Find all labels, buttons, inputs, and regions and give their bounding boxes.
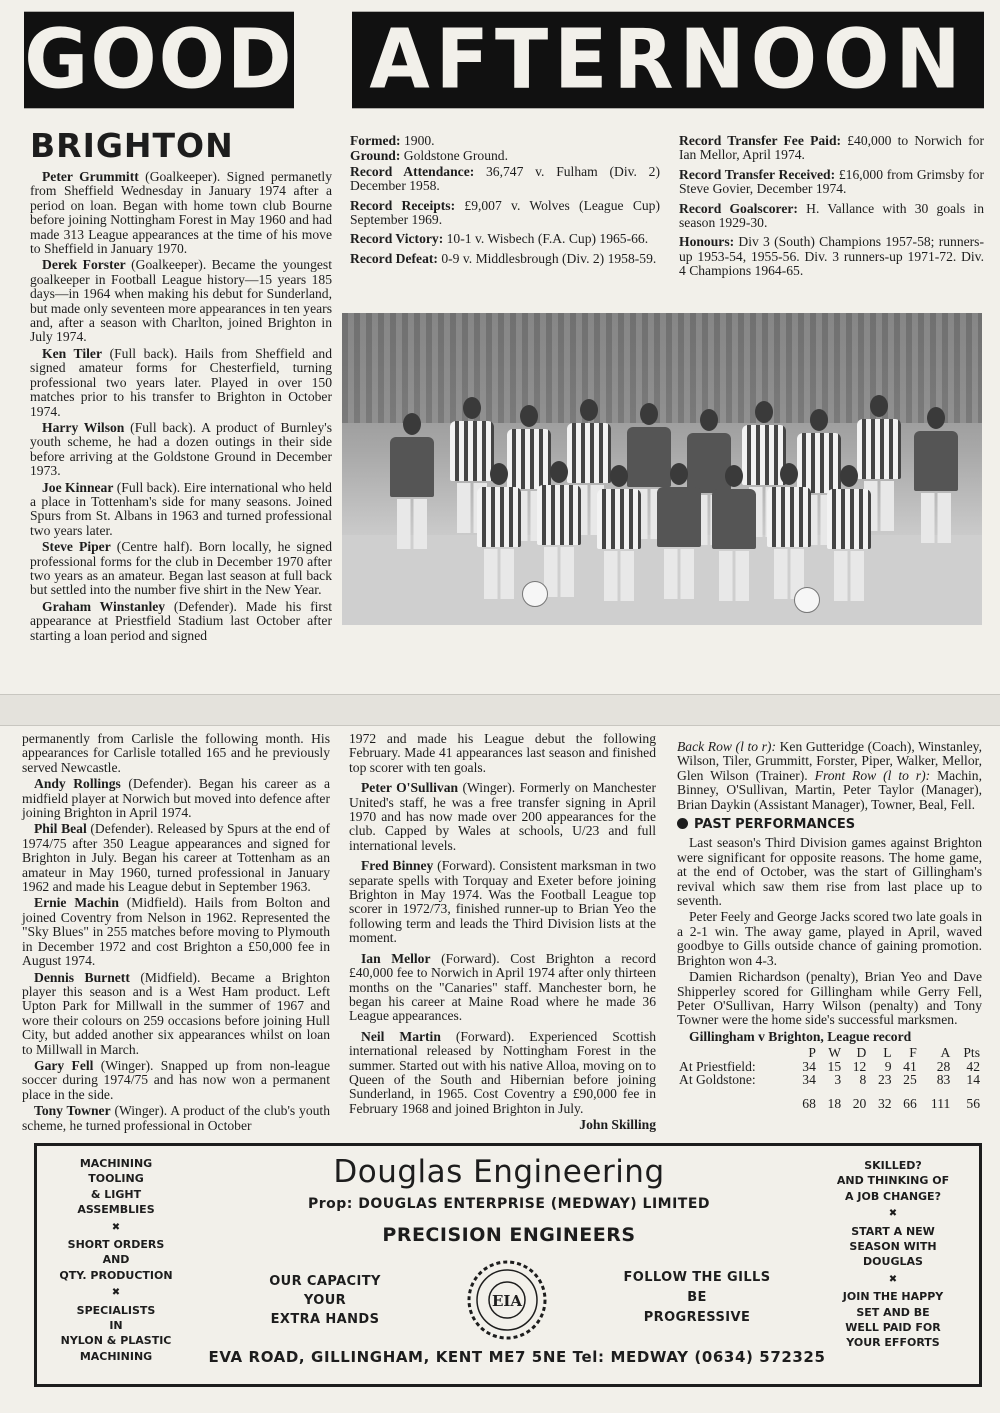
advert-line: SET AND BE xyxy=(856,1305,930,1319)
advert-tagline: PRECISION ENGINEERS xyxy=(382,1224,636,1246)
record-value: £16,000 from Grimsby for Steve Govier, December 1974. xyxy=(679,166,984,197)
advert-line: ASSEMBLIES xyxy=(77,1203,155,1217)
table-cell: 3 xyxy=(834,1072,842,1088)
player-text: (Defender). Released by Spurs at the end of 1974/75 after 350 League appearances and signed for Brighton in July. Began his career at Tottenham as an amateur in May 1960, turned professional in January 1962 and made his League debut in September 1963. xyxy=(22,821,330,895)
player-text: (Goalkeeper). Signed permanetly from Sheffield Wednesday in January 1974 after a period on loan. Began with home town club Bourne before joining Nottingham Forest in May 1960 and had made 313 League appearances at the time of his move to Sheffield in January 1970. xyxy=(30,169,332,257)
advert-brand-name: Douglas Engineering xyxy=(333,1154,665,1190)
player-name: Harry Wilson xyxy=(42,419,125,435)
fact-label: Record Victory: xyxy=(350,231,444,247)
team-photo xyxy=(342,313,982,625)
row-label: At Priestfield: xyxy=(679,1058,756,1074)
player-profiles-continued-1 xyxy=(22,732,330,1135)
advert-line: YOUR EFFORTS xyxy=(846,1336,940,1350)
continued-intro: 1972 and made his League debut the following February. Made 41 appearances last season and finished top scorer with ten goals. xyxy=(349,731,656,775)
player-name: Derek Forster xyxy=(42,257,126,273)
player-profile xyxy=(30,421,332,479)
cross-mark-icon: ✖ xyxy=(111,1221,121,1233)
advert-line: QTY. PRODUCTION xyxy=(59,1268,173,1282)
total-cell: 66 xyxy=(903,1095,917,1111)
table-cell: 12 xyxy=(852,1058,867,1074)
record-label: Record Goalscorer: xyxy=(679,200,798,216)
advert-line: AND xyxy=(102,1253,130,1267)
player-figure xyxy=(914,407,958,543)
player-text: (Midfield). Hails from Bolton and joined Coventry from Nelson in 1962. Represented the "Sky Blues" in 255 matches before moving to Plymouth in December 1972 and cost Brighton a £50,000 fee in August 1974. xyxy=(22,895,330,969)
player-profile xyxy=(30,170,332,256)
player-name: Ernie Machin xyxy=(34,895,119,911)
fact-value: 10-1 v. Wisbech (F.A. Cup) 1965-66. xyxy=(443,231,649,247)
advert-line: OUR CAPACITY xyxy=(269,1274,381,1289)
total-cell: 18 xyxy=(827,1095,842,1111)
football xyxy=(794,587,820,613)
player-figure xyxy=(597,465,641,601)
player-figure xyxy=(537,461,581,597)
player-name: Neil Martin xyxy=(361,1028,441,1044)
advert-line: AND THINKING OF xyxy=(836,1174,950,1188)
player-name: Peter Grummitt xyxy=(42,169,139,184)
club-facts xyxy=(350,134,660,271)
advert-line: NYLON & PLASTIC xyxy=(60,1334,172,1348)
table-cell: 15 xyxy=(827,1058,842,1074)
advert-line: & LIGHT xyxy=(90,1187,142,1201)
advert-line: JOIN THE HAPPY xyxy=(842,1290,944,1304)
advert-line: SPECIALISTS xyxy=(76,1303,156,1317)
fact-value: £9,007 v. Wolves (League Cup) September 1969. xyxy=(350,197,661,228)
column-header: P xyxy=(808,1045,816,1061)
league-record-header-row xyxy=(677,1046,982,1060)
logo-letters: EIA xyxy=(491,1292,523,1310)
player-profile xyxy=(349,952,656,1024)
club-record xyxy=(679,134,984,163)
player-profile xyxy=(22,1104,330,1133)
cross-mark-icon: ✖ xyxy=(888,1208,898,1220)
record-label: Record Transfer Fee Paid: xyxy=(679,133,842,148)
club-record xyxy=(679,168,984,197)
table-cell: 28 xyxy=(936,1058,951,1074)
past-performances-paragraph: Last season's Third Division games against Brighton were significant for opposite reasons. The home game, at the end of October, was the start of Gillingham's revival which saw them rise from last place up to seventh. xyxy=(677,835,982,909)
advert-line: SEASON WITH xyxy=(849,1240,937,1254)
club-record xyxy=(679,202,984,231)
player-profile xyxy=(22,822,330,894)
column-header: F xyxy=(909,1045,917,1061)
table-cell: 34 xyxy=(802,1058,816,1074)
player-text: (Full back). Hails from Sheffield and signed amateur forms for Chesterfield, turning professional two years later. Played in over 150 matches prior to his transfer to Brighton in October 1974. xyxy=(30,345,332,419)
player-name: Steve Piper xyxy=(42,539,111,555)
cross-mark-icon: ✖ xyxy=(111,1287,121,1299)
player-text: (Goalkeeper). Became the youngest goalkeeper in Football League history—15 years 185 days—in 1964 when making his debut for Sunderland, but made only seventeen more appearances in ten years and, after a season with Charlton, joined Brighton in July 1974. xyxy=(30,257,332,345)
player-profile xyxy=(30,481,332,539)
player-text: (Full back). Eire international who held a place in Tottenham's side for many seasons. Joined Spurs from St. Albans in 1963 and turned professional two years later. xyxy=(30,479,332,538)
advert-line: WELL PAID FOR xyxy=(845,1321,941,1335)
player-profile xyxy=(30,540,332,598)
advert-line: PROGRESSIVE xyxy=(643,1310,751,1325)
continued-intro: permanently from Carlisle the following month. His appearances for Carlisle totalled 165 and he previously served Newcastle. xyxy=(22,731,330,775)
back-row-names: Ken Gutteridge (Coach), Winstanley, Wilson, Tiler, Grummitt, Forster, Piper, Walker, Mellor, Glen Wilson (Trainer). xyxy=(677,739,982,783)
player-text: (Winger). A product of the club's youth scheme, he turned professional in October xyxy=(22,1103,330,1133)
table-row xyxy=(677,1060,982,1074)
table-row xyxy=(677,1073,982,1087)
total-cell: 56 xyxy=(966,1095,980,1111)
total-cell: 32 xyxy=(877,1095,892,1111)
advert-line: MACHINING xyxy=(79,1349,153,1363)
front-row-label: Front Row (l to r): xyxy=(814,767,931,783)
past-performances-paragraph: Damien Richardson (penalty), Brian Yeo and Dave Shipperley scored for Gillingham while Gerry Fell, Peter O'Sullivan, Harry Wilson (penalty) and Tony Towner were the home side's successful marksmen. xyxy=(677,969,982,1028)
column-header: D xyxy=(856,1045,867,1061)
photo-caption xyxy=(677,740,982,812)
advert-line: DOUGLAS xyxy=(863,1255,923,1269)
player-text: (Forward). Consistent marksman in two separate spells with Torquay and Exeter before joining Brighton in May 1974. Was the Football League top scorer in 1972/73, finished runner-up to Brian Yeo the following term and leads the Third Division lists at the moment. xyxy=(349,858,656,946)
club-fact xyxy=(350,199,660,228)
player-figure xyxy=(657,463,701,599)
player-figure xyxy=(390,413,434,549)
club-record xyxy=(679,235,984,278)
advert-line: A JOB CHANGE? xyxy=(845,1189,941,1203)
player-profile xyxy=(22,971,330,1057)
team-title: BRIGHTON xyxy=(30,126,234,165)
advert-line: YOUR xyxy=(303,1293,347,1308)
advert-right-column xyxy=(823,1158,963,1351)
column-header: W xyxy=(828,1045,842,1061)
player-name: Joe Kinnear xyxy=(42,479,114,495)
column-header: Pts xyxy=(963,1045,980,1061)
player-name: Phil Beal xyxy=(34,821,87,837)
record-value: Div 3 (South) Champions 1957-58; runners-up 1953-54, 1955-56. Div. 3 runners-up 1971-72. Div. 4 Champions 1964-65. xyxy=(679,234,984,279)
player-profile xyxy=(30,600,332,643)
club-fact xyxy=(350,149,660,163)
table-cell: 8 xyxy=(859,1072,867,1088)
player-name: Andy Rollings xyxy=(34,776,121,792)
advert-address: EVA ROAD, GILLINGHAM, KENT ME7 5NE Tel: MEDWAY (0634) 572325 xyxy=(208,1348,826,1366)
fact-label: Ground: xyxy=(350,148,401,164)
player-text: (Defender). Began his career as a midfield player at Norwich but moved into defence after joining Brighton in April 1974. xyxy=(22,776,330,821)
player-name: Fred Binney xyxy=(361,858,434,874)
record-value: £40,000 to Norwich for Ian Mellor, April 1974. xyxy=(679,133,984,163)
total-cell: 20 xyxy=(852,1095,867,1111)
fact-value: 36,747 v. Fulham (Div. 2) December 1958. xyxy=(350,163,660,194)
player-text: (Winger). Formerly on Manchester United's staff, he was a free transfer signing in April 1970 and has now made over 200 appearances for the club. Capped by Wales at schools, U/23 and full international levels. xyxy=(349,780,656,853)
club-records xyxy=(679,134,984,284)
player-text: (Defender). Made his first appearance at Priestfield Stadium last October after starting a loan period and signed xyxy=(30,598,332,643)
player-name: Tony Towner xyxy=(34,1103,111,1119)
advert-line: BE xyxy=(687,1290,707,1305)
player-figure xyxy=(827,465,871,601)
club-fact xyxy=(350,232,660,246)
player-profile xyxy=(349,1030,656,1116)
player-text: (Centre half). Born locally, he signed professional forms for the club in December 1970 after two years as an amateur. Began last season at full back but settled into the number five shirt in the New Year. xyxy=(30,539,332,598)
page-fold xyxy=(0,694,1000,726)
masthead xyxy=(24,14,984,106)
past-performances-heading xyxy=(677,818,982,832)
caption-and-past-performances xyxy=(677,740,982,1110)
fact-label: Record Receipts: xyxy=(350,197,456,213)
league-record-title: Gillingham v Brighton, League record xyxy=(689,1028,912,1044)
front-row-names: Machin, Binney, O'Sullivan, Martin, Peter Taylor (Manager), Brian Daykin (Assistant Manager), Towner, Beal, Fell. xyxy=(677,767,982,812)
advert-line: IN xyxy=(109,1319,123,1333)
past-performances-paragraph: Peter Feely and George Jacks scored two late goals in a 2-1 win. The away game, played in April, waved goodbye to Gills outside chance of gaining promotion. Brighton won 4-3. xyxy=(677,909,982,968)
player-profiles-top xyxy=(30,170,332,645)
advert-line: FOLLOW THE GILLS xyxy=(623,1270,771,1285)
player-name: Gary Fell xyxy=(34,1057,94,1073)
club-fact xyxy=(350,165,660,194)
table-cell: 41 xyxy=(903,1058,917,1074)
eia-logo-icon xyxy=(465,1258,549,1342)
column-header: A xyxy=(940,1045,951,1061)
fact-label: Record Defeat: xyxy=(350,250,438,266)
player-text: (Forward). Experienced Scottish international released by Nottingham Forest in the summer. Started out with his native Alloa, moving on to Queen of the South and Hibernian before joining Sunderland, in 1965. Cost Coventry a £90,000 fee in February 1968 and joined Brighton in July. xyxy=(349,1028,656,1116)
club-fact xyxy=(350,134,660,148)
player-name: Ken Tiler xyxy=(42,345,102,361)
player-profile xyxy=(349,781,656,853)
back-row-label: Back Row (l to r): xyxy=(677,739,776,754)
player-profile xyxy=(30,347,332,419)
past-performances-title: PAST PERFORMANCES xyxy=(694,817,856,833)
player-profile xyxy=(22,777,330,820)
row-label: At Goldstone: xyxy=(679,1072,756,1088)
player-text: (Forward). Cost Brighton a record £40,000 fee to Norwich in April 1974 after only thirteen months on the "Canaries" staff. Manchester born, he began his career at Maine Road where he made 36 League appearances. xyxy=(349,950,656,1024)
player-name: Ian Mellor xyxy=(361,950,431,966)
cross-mark-icon: ✖ xyxy=(888,1273,898,1285)
total-cell: 111 xyxy=(930,1095,951,1111)
advert-proprietor: Prop: DOUGLAS ENTERPRISE (MEDWAY) LIMITED xyxy=(307,1196,711,1212)
table-cell: 34 xyxy=(802,1072,816,1088)
player-figure xyxy=(712,465,756,601)
record-value: H. Vallance with 30 goals in season 1929-30. xyxy=(679,200,984,231)
fact-label: Formed: xyxy=(350,133,401,148)
douglas-engineering-advert xyxy=(34,1143,982,1387)
table-cell: 42 xyxy=(966,1058,980,1074)
player-profile xyxy=(22,1059,330,1102)
football xyxy=(522,581,548,607)
advert-line: START A NEW xyxy=(851,1224,935,1238)
player-name: Dennis Burnett xyxy=(34,969,130,985)
table-cell: 14 xyxy=(966,1072,980,1088)
player-profile xyxy=(349,859,656,945)
advert-left-column xyxy=(51,1156,181,1364)
advert-line: SKILLED? xyxy=(864,1159,922,1172)
table-cell: 83 xyxy=(936,1072,951,1088)
player-name: Peter O'Sullivan xyxy=(361,780,459,796)
column-header: L xyxy=(883,1045,892,1061)
advert-line: MACHINING xyxy=(79,1157,153,1170)
fact-value: 0-9 v. Middlesbrough (Div. 2) 1958-59. xyxy=(437,250,657,266)
advert-line: TOOLING xyxy=(88,1172,144,1186)
player-name: Graham Winstanley xyxy=(42,598,166,614)
author-signature: John Skilling xyxy=(579,1117,656,1133)
fact-value: 1900. xyxy=(400,133,435,148)
club-fact xyxy=(350,252,660,266)
player-profiles-continued-2 xyxy=(349,732,656,1135)
totals-row xyxy=(677,1087,982,1111)
advert-follow-text xyxy=(607,1268,787,1328)
masthead-word-good: GOOD xyxy=(24,12,294,108)
fact-label: Record Attendance: xyxy=(350,163,475,179)
table-cell: 25 xyxy=(903,1072,917,1088)
player-text: (Winger). Snapped up from non-league soccer during 1974/75 and has now won a permanent place in the side. xyxy=(22,1057,330,1102)
record-label: Record Transfer Received: xyxy=(679,166,836,182)
total-cell: 68 xyxy=(802,1095,816,1111)
record-label: Honours: xyxy=(679,234,735,250)
table-cell: 23 xyxy=(877,1072,892,1088)
advert-line: SHORT ORDERS xyxy=(67,1238,165,1252)
advert-line: EXTRA HANDS xyxy=(270,1312,380,1327)
fact-value: Goldstone Ground. xyxy=(400,148,508,164)
masthead-word-afternoon: AFTERNOON xyxy=(352,12,984,109)
player-profile xyxy=(22,896,330,968)
advert-capacity-text xyxy=(245,1272,405,1329)
player-text: (Full back). A product of Burnley's youth scheme, he had a dozen outings in their side before arriving at the Goldstone Ground in December 1973. xyxy=(30,419,332,479)
player-profile xyxy=(30,258,332,344)
player-figure xyxy=(767,463,811,599)
bullet-icon xyxy=(677,818,688,829)
table-cell: 9 xyxy=(884,1058,892,1074)
league-record-table xyxy=(677,1046,982,1110)
player-text: (Midfield). Became a Brighton player this season and is a West Ham product. Left Upton Park for Millwall in the summer of 1967 and wore their colours on 259 occasions before joining Hull City, but added another six appearances whilst on loan to Millwall in March. xyxy=(22,969,330,1057)
player-figure xyxy=(477,463,521,599)
